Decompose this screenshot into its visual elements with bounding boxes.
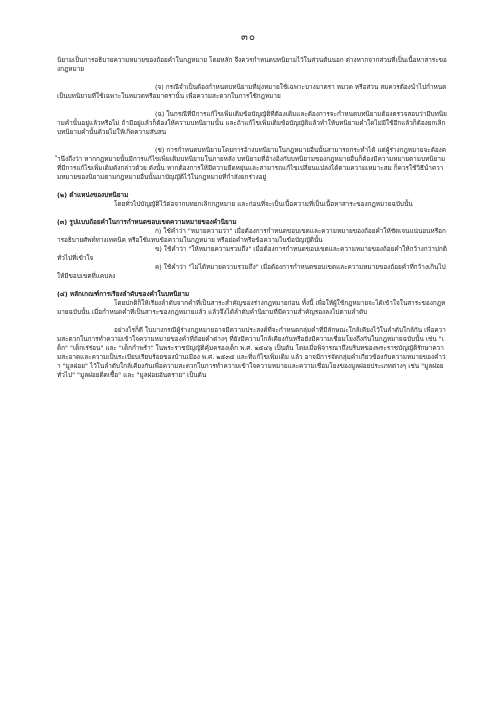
paragraph-pattern-a: ก) ใช้คำว่า "หมายความว่า" เมื่อต้องการกำหนดขอบเขตและความหมายของถ้อยคำให้ชัดเจนแน่นอนหรือการอธิบายศัพท์ทางเทคนิค หรือใช้แทนข้อความในกฎหมาย หรือย่อคำหรือข้อความในข้อบัญญัตินั้น — [57, 227, 446, 244]
heading-ordering-rules: (๔) หลักเกณฑ์การเรียงลำดับของคำในบทนิยาม — [57, 290, 190, 298]
paragraph-definition-intro: นิยามเป็นการอธิบายความหมายของถ้อยคำในกฎหมาย โดยหลัก จึงควรกำหนดบทนิยามไว้ในส่วนต้นนอก ต่างหากจากส่วนที่เป็นเนื้อหาสาระของกฎหมาย — [57, 56, 447, 73]
heading-position-of-definitions: (๒) ตำแหน่งของบทนิยาม — [57, 191, 129, 199]
paragraph-pattern-c: ค) ใช้คำว่า "ไม่ได้หมายความรวมถึง" เมื่อต้องการกำหนดขอบเขตและความหมายของถ้อยคำที่กว้างเกินไปให้มีขอบเขตที่แคบลง — [57, 263, 446, 280]
paragraph-item-f: (ฉ) ในกรณีที่มีการแก้ไขเพิ่มเติมข้อบัญญัติที่ต้องเดิมและต้องการจะกำหนดบทนิยามต้องตรวจสอบว่ามีบทนิยามคำนั้นอยู่แล้วหรือไม่ ถ้ามีอยู่แล้วก็ต้องให้ความบทนิยามนั้น และถ้าแก้ไขเพิ่มเติมข้อบัญญัติแล้วทำให้บทนิยามคำใดไม่มีใช้อีกแล้วก็ต้องยกเลิกบทนิยามคำนั้นด้วยไม่ให้เกิดความสับสน — [57, 110, 447, 136]
heading-wording-patterns: (๓) รูปแบบถ้อยคำในการกำหนดขอบเขตความหมายของคำนิยาม — [57, 218, 237, 226]
paragraph-item-e: (จ) กรณีจำเป็นต้องกำหนดบทนิยามที่มุ่งหมายใช้เฉพาะบางมาตรา หมวด หรือส่วน สมควรต้องนำไปกำหนดเป็นบทนิยามที่ใช้เฉพาะในหมวดหรือมาตรานั้น เพื่อความสะดวกในการใช้กฎหมาย — [57, 83, 447, 100]
paragraph-pattern-b: ข) ใช้คำว่า "ให้หมายความรวมถึง" เมื่อต้องการกำหนดขอบเขตและความหมายของถ้อยคำให้กว้างกว่าปกติทั่วไปที่เข้าใจ — [57, 245, 447, 262]
paragraph-ordering: โดยปกติก็ให้เรียงลำดับจากคำที่เป็นสาระสำคัญของร่างกฎหมายก่อน ทั้งนี้ เพื่อให้ผู้ใช้กฎหมายจะได้เข้าใจในสาระของกฎหมายฉบับนั้น เมื่อกำหนดคำที่เป็นสาระของกฎหมายแล้ว แล้วจึงได้ลำดับคำนิยามที่มีความสำคัญรองลงไปตามลำดับ — [57, 299, 446, 316]
paragraph-grouping-example: อย่างไรก็ดี ในบางกรณีผู้ร่างกฎหมายอาจมีความประสงค์ที่จะกำหนดกลุ่มคำที่มีลักษณะใกล้เคียงไว้ในลำดับใกล้กัน เพื่อความสะดวกในการทำความเข้าใจความหมายของคำที่ถ้อยคำต่างๆ ที่ยังมีความใกล้เคียงกันหรือยังมีความเชื่อมโยงถึงกันในกฎหมายฉบับนั้น เช่น "เด็ก" "เด็กเร่ร่อน" และ "เด็กกำพร้า" ในพระราชบัญญัติคุ้มครองเด็ก พ.ศ. ๒๕๔๖ เป็นต้น โดยเมื่อพิจารณาถึงบริบทของพระราชบัญญัติรักษาความสะอาดและความเป็นระเบียบเรียบร้อยของบ้านเมือง พ.ศ. ๒๕๓๕ และที่แก้ไขเพิ่มเติม แล้ว อาจมีการจัดกลุ่มคำเกี่ยวข้องกับความหมายของคำว่า "มูลฝอย" ไว้ในลำดับใกล้เคียงกันเพื่อความสะดวกในการทำความเข้าใจความหมายและความเชื่อมโยงของมูลฝอยประเภทต่างๆ เช่น "มูลฝอยทั่วไป" "มูลฝอยติดเชื้อ" และ "มูลฝอยอันตราย" เป็นต้น — [57, 326, 446, 379]
document-body — [57, 56, 447, 380]
page-number: ๓๐ — [241, 32, 256, 43]
paragraph-item-g: (ช) การกำหนดบทนิยามโดยการอ้างบทนิยามในกฎหมายอื่นนั้นสามารถกระทำได้ แต่ผู้ร่างกฎหมายจะต้องคำนึงถึงว่า หากกฎหมายนั้นมีการแก้ไขเพิ่มเติมบทนิยามในภายหลัง บทนิยามที่อ้างอิงกับบทนิยามของกฎหมายอื่นก็ต้องมีความหมายตามบทนิยามที่มีการแก้ไขเพิ่มเติมดังกล่าวด้วย ดังนั้น หากต้องการให้มีความยืดหยุ่นและสามารถแก้ไขเปลี่ยนแปลงได้ตามความเหมาะสม ก็ควรใช้วิธีนำความหมายของนิยามตามกฎหมายอื่นนั้นมาบัญญัติไว้ในกฎหมายที่กำลังยกร่างอยู่ — [57, 146, 447, 181]
paragraph-position: โดยทั่วไปบัญญัติไว้ต่อจากบทยกเลิกกฎหมาย และก่อนที่จะเป็นเนื้อความที่เป็นเนื้อหาสาระของกฎหมายฉบับนั้น — [114, 200, 413, 208]
